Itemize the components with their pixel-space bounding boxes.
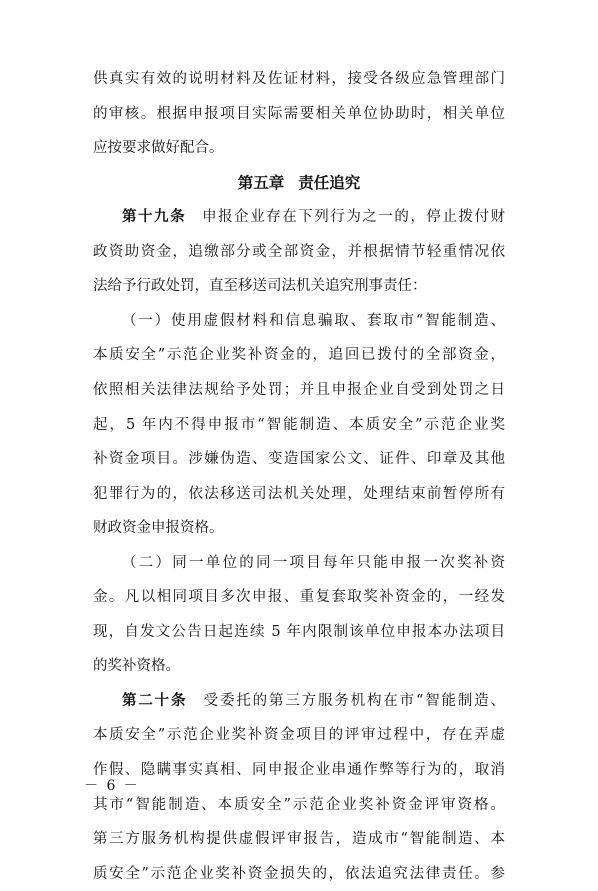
text-line: 现，自发文公告日起连续 5 年内限制该单位申报本办法项目 <box>93 623 505 640</box>
text-line: 政资助资金，追缴部分或全部资金，并根据情节轻重情况依 <box>93 243 505 260</box>
text-line: 本质安全”示范企业奖补资金的，追回已拨付的全部资金， <box>93 347 505 364</box>
article-19-first-line <box>122 200 505 234</box>
text-line: （二）同一单位的同一项目每年只能申报一次奖补资 <box>122 554 505 571</box>
chapter-heading <box>0 166 598 200</box>
article-20-label: 第二十条 <box>122 691 188 709</box>
text-line: 起，5 年内不得申报市“智能制造、本质安全”示范企业奖 <box>93 416 505 433</box>
text-line: 金。凡以相同项目多次申报、重复套取奖补资金的，一经发 <box>93 589 505 606</box>
chapter-title: 责任追究 <box>298 172 361 192</box>
text-line: 财政资金申报资格。 <box>93 520 224 537</box>
text-line: 的奖补资格。 <box>93 658 180 675</box>
article-19-label: 第十九条 <box>122 208 187 226</box>
article-19-text: 申报企业存在下列行为之一的，停止拨付财 <box>202 209 506 226</box>
text-line: 的审核。根据申报项目实际需要相关单位协助时，相关单位 <box>93 105 505 122</box>
text-line: （一）使用虚假材料和信息骗取、套取市“智能制造、 <box>122 312 505 329</box>
text-line: 补资金项目。涉嫌伪造、变造国家公文、证件、印章及其他 <box>93 451 505 467</box>
text-line: 其市“智能制造、本质安全”示范企业奖补资金评审资格。 <box>93 796 505 813</box>
text-line: 第三方服务机构提供虚假评审报告，造成市“智能制造、本 <box>93 831 505 848</box>
text-line: 本质安全”示范企业奖补资金项目的评审过程中，存在弄虚 <box>93 727 505 744</box>
article-20-text: 受委托的第三方服务机构在市“智能制造、 <box>203 692 506 709</box>
text-line: 质安全”示范企业奖补资金损失的，依法追究法律责任。参 <box>93 865 505 882</box>
text-line: 应按要求做好配合。 <box>93 140 224 157</box>
text-line: 犯罪行为的，依法移送司法机关处理，处理结束前暂停所有 <box>93 485 505 502</box>
text-line: 依照相关法律法规给予处罚；并且申报企业自受到处罚之日 <box>93 381 505 398</box>
text-line: 法给予行政处罚，直至移送司法机关追究刑事责任： <box>93 278 427 295</box>
page-number: － 6 － <box>84 778 140 794</box>
text-line: 作假、隐瞒事实真相、同申报企业串通作弊等行为的，取消 <box>93 762 505 778</box>
text-line: 供真实有效的说明材料及佐证材料，接受各级应急管理部门 <box>93 71 505 87</box>
article-20-first-line <box>122 684 505 718</box>
chapter-number: 第五章 <box>237 172 285 192</box>
